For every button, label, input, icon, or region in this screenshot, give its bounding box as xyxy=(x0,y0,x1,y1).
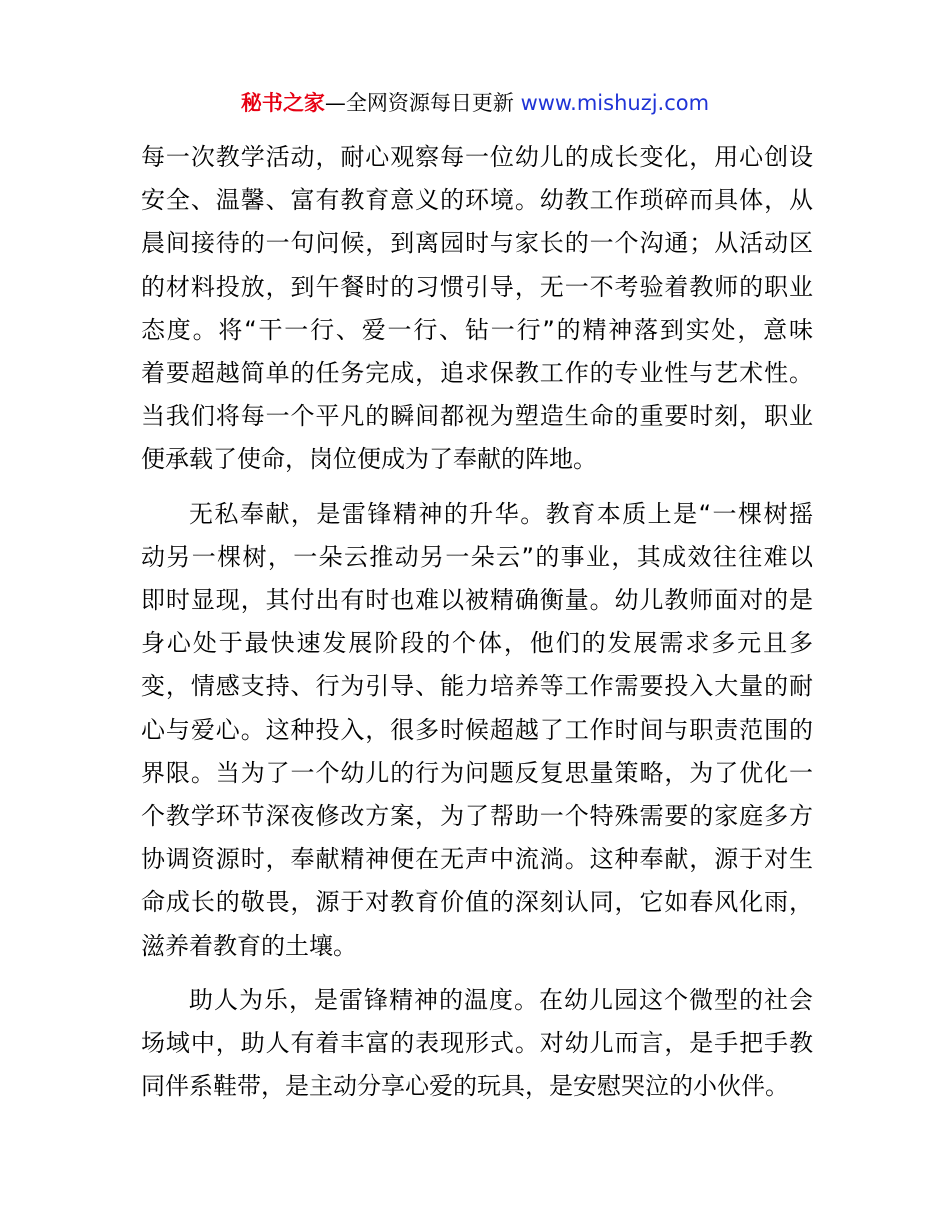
header-site-link[interactable]: www.mishuzj.com xyxy=(520,91,710,115)
text-line: 的材料投放，到午餐时的习惯引导，无一不考验着教师的职业 xyxy=(141,272,813,301)
text-line: 当我们将每一个平凡的瞬间都视为塑造生命的重要时刻，职业 xyxy=(141,402,813,431)
text-line: 着要超越简单的任务完成，追求保教工作的专业性与艺术性。 xyxy=(141,359,813,388)
text-line: 命成长的敬畏，源于对教育价值的深刻认同，它如春风化雨， xyxy=(141,888,813,917)
text-line: 变，情感支持、行为引导、能力培养等工作需要投入大量的耐 xyxy=(141,672,813,701)
text-line: 动另一棵树，一朵云推动另一朵云”的事业，其成效往往难以 xyxy=(141,542,813,571)
text-line: 界限。当为了一个幼儿的行为问题反复思量策略，为了优化一 xyxy=(141,758,813,787)
header-tagline: —全网资源每日更新 xyxy=(324,91,521,115)
text-line: 身心处于最快速发展阶段的个体，他们的发展需求多元且多 xyxy=(141,629,813,658)
text-line: 协调资源时，奉献精神便在无声中流淌。这种奉献，源于对生 xyxy=(141,845,813,874)
text-line: 场域中，助人有着丰富的表现形式。对幼儿而言，是手把手教 xyxy=(141,1029,813,1058)
text-line: 同伴系鞋带，是主动分享心爱的玩具，是安慰哭泣的小伙伴。 xyxy=(141,1072,789,1101)
text-line: 每一次教学活动，耐心观察每一位幼儿的成长变化，用心创设 xyxy=(141,143,813,171)
text-line: 晨间接待的一句问候，到离园时与家长的一个沟通；从活动区 xyxy=(141,229,813,258)
text-line: 无私奉献，是雷锋精神的升华。教育本质上是“一棵树摇 xyxy=(189,499,813,528)
paragraph-2 xyxy=(141,493,813,968)
page-header xyxy=(0,88,950,118)
text-line: 心与爱心。这种投入，很多时候超越了工作时间与职责范围的 xyxy=(141,715,813,744)
text-line: 个教学环节深夜修改方案，为了帮助一个特殊需要的家庭多方 xyxy=(141,802,813,831)
paragraph-1 xyxy=(141,136,813,482)
text-line: 滋养着教育的土壤。 xyxy=(141,931,357,960)
text-line: 助人为乐，是雷锋精神的温度。在幼儿园这个微型的社会 xyxy=(189,985,813,1014)
text-line: 便承载了使命，岗位便成为了奉献的阵地。 xyxy=(141,445,597,474)
document-body xyxy=(141,136,813,1108)
text-line: 即时显现，其付出有时也难以被精确衡量。幼儿教师面对的是 xyxy=(141,586,813,615)
text-line: 安全、温馨、富有教育意义的环境。幼教工作琐碎而具体，从 xyxy=(141,186,813,215)
text-line: 态度。将“干一行、爱一行、钻一行”的精神落到实处，意味 xyxy=(141,315,813,344)
paragraph-3 xyxy=(141,979,813,1109)
header-brand: 秘书之家 xyxy=(240,91,325,115)
